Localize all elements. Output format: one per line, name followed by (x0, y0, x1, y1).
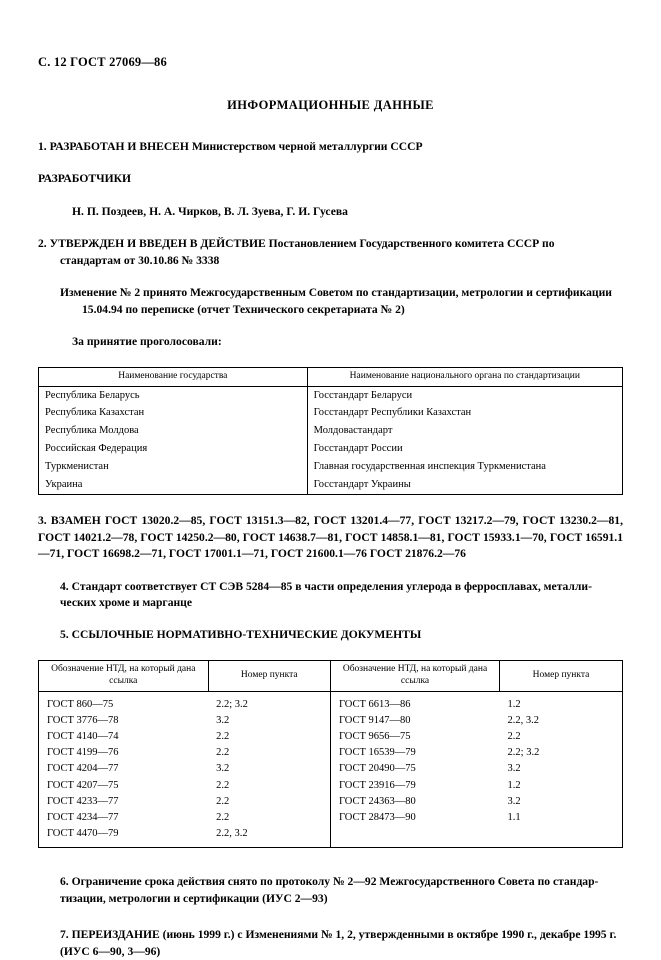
section-item-7: 7. ПЕРЕИЗДАНИЕ (июнь 1999 г.) с Изменениями № 1, 2, утвержденными в октябре 1990 г., декабре 1995 г. (ИУС 6—90, 3—96) (60, 928, 617, 958)
table-row (39, 476, 623, 494)
ref-cell-doc-2 (330, 826, 499, 847)
ref-cell-clause-1: 3.2 (208, 713, 330, 729)
ref-cell-doc-2: ГОСТ 9147—80 (338, 714, 411, 726)
votes-header-state: Наименование государства (39, 367, 308, 386)
votes-header-body: Наименование национального органа по стандартизации (307, 367, 622, 386)
ref-cell-clause-1: 2.2; 3.2 (208, 691, 330, 713)
table-row (39, 422, 623, 440)
votes-cell-body: Госстандарт России (307, 440, 622, 458)
votes-cell-state: Российская Федерация (39, 440, 308, 458)
ref-cell-doc-2: ГОСТ 20490—75 (338, 763, 416, 775)
ref-cell-doc-2: ГОСТ 28473—90 (338, 811, 416, 823)
table-row (39, 713, 622, 729)
ref-cell-clause-1: 2.2 (208, 810, 330, 826)
page-header: С. 12 ГОСТ 27069—86 (38, 55, 167, 69)
ref-cell-clause-2: 2.2, 3.2 (507, 714, 540, 726)
ref-cell-clause-1: 2.2 (208, 778, 330, 794)
votes-table (38, 367, 623, 496)
table-row (39, 810, 622, 826)
amendment-note-line-2: 15.04.94 по переписке (отчет Технического секретариата № 2) (82, 302, 405, 316)
votes-cell-state: Туркменистан (39, 458, 308, 476)
table-row (39, 440, 623, 458)
ref-cell-clause-1: 2.2, 3.2 (208, 826, 330, 847)
votes-cell-body: Молдовастандарт (307, 422, 622, 440)
votes-cell-state: Республика Беларусь (39, 386, 308, 404)
section-item-5: 5. ССЫЛОЧНЫЕ НОРМАТИВНО-ТЕХНИЧЕСКИЕ ДОКУМЕНТЫ (60, 628, 422, 642)
ref-cell-clause-2: 2.2 (507, 731, 521, 743)
ref-table-header-row (39, 661, 622, 691)
ref-header-clause-1: Номер пункта (208, 661, 330, 691)
ref-cell-doc-2: ГОСТ 24363—80 (338, 795, 416, 807)
ref-cell-clause-1: 2.2 (208, 729, 330, 745)
section-item-4: 4. Стандарт соответствует СТ СЭВ 5284—85 в части определения углерода в ферросплавах, металли- ческих хроме и марганце (60, 579, 592, 610)
votes-table-header-row (39, 367, 623, 386)
ref-cell-clause-2: 3.2 (507, 763, 521, 775)
ref-cell-doc-1: ГОСТ 4207—75 (47, 779, 119, 791)
ref-cell-clause-1: 3.2 (208, 761, 330, 777)
ref-header-clause-2: Номер пункта (500, 661, 622, 691)
section-item-6: 6. Ограничение срока действия снято по протоколу № 2—92 Межгосударственного Совета по стандар- тизации, метрологии и сертификации (ИУС 2—93) (60, 875, 599, 905)
reference-documents-table-wrapper (38, 660, 623, 848)
table-row (39, 761, 622, 777)
table-row (39, 386, 623, 404)
ref-cell-doc-2: ГОСТ 23916—79 (338, 779, 416, 791)
ref-cell-doc-1: ГОСТ 4234—77 (47, 811, 119, 823)
ref-cell-clause-1: 2.2 (208, 794, 330, 810)
ref-cell-clause-2: 1.1 (507, 811, 521, 823)
ref-cell-doc-1: ГОСТ 4199—76 (47, 747, 119, 759)
ref-cell-doc-1: ГОСТ 3776—78 (47, 714, 119, 726)
ref-cell-clause-2: 1.2 (507, 698, 521, 710)
table-row (39, 729, 622, 745)
votes-cell-state: Республика Молдова (39, 422, 308, 440)
ref-cell-clause-2 (500, 826, 622, 847)
developers-list: Н. П. Поздеев, Н. А. Чирков, В. Л. Зуева, Г. И. Гусева (72, 204, 348, 218)
ref-cell-doc-2: ГОСТ 9656—75 (338, 731, 411, 743)
ref-cell-clause-2: 3.2 (507, 795, 521, 807)
reference-documents-table (39, 661, 622, 847)
table-row (39, 778, 622, 794)
amendment-note (38, 285, 623, 318)
ref-cell-clause-2: 2.2; 3.2 (507, 747, 540, 759)
ref-cell-doc-1: ГОСТ 4204—77 (47, 763, 119, 775)
ref-cell-doc-1: ГОСТ 4470—79 (47, 828, 119, 840)
table-row (39, 404, 623, 422)
votes-cell-body: Главная государственная инспекция Туркменистана (307, 458, 622, 476)
votes-cell-body: Госстандарт Республики Казахстан (307, 404, 622, 422)
votes-cell-body: Госстандарт Беларуси (307, 386, 622, 404)
table-row (39, 458, 623, 476)
section-item-3: 3. ВЗАМЕН ГОСТ 13020.2—85, ГОСТ 13151.3—82, ГОСТ 13201.4—77, ГОСТ 13217.2—79, ГОСТ 13230.2—81, ГОСТ 14021.2—78, ГОСТ 14250.2—80, ГОСТ 14638.7—81, ГОСТ 14858.1—81, ГОСТ 15933.1—70, ГОСТ 16591.1—71, ГОСТ 16698.2—71, ГОСТ 17001.1—71, ГОСТ 21600.1—76 ГОСТ 21876.2—76 (38, 514, 623, 561)
section-item-1: 1. РАЗРАБОТАН И ВНЕСЕН Министерством черной металлургии СССР (38, 140, 423, 153)
ref-cell-doc-2: ГОСТ 16539—79 (338, 747, 416, 759)
votes-cell-state: Республика Казахстан (39, 404, 308, 422)
ref-cell-doc-1: ГОСТ 860—75 (47, 698, 114, 710)
ref-cell-doc-2: ГОСТ 6613—86 (338, 698, 411, 710)
ref-cell-doc-1: ГОСТ 4140—74 (47, 731, 119, 743)
developers-label: РАЗРАБОТЧИКИ (38, 172, 132, 186)
ref-cell-clause-2: 1.2 (507, 779, 521, 791)
ref-cell-doc-1: ГОСТ 4233—77 (47, 795, 119, 807)
section-item-2 (38, 236, 623, 269)
votes-cell-state: Украина (39, 476, 308, 494)
amendment-note-line-1: Изменение № 2 принято Межгосударственным Советом по стандартизации, метрологии и сертификации (60, 286, 612, 300)
ref-header-doc-2: Обозначение НТД, на который дана ссылка (330, 661, 499, 691)
section-item-2-line-2: стандартам от 30.10.86 № 3338 (60, 253, 220, 267)
page-title: ИНФОРМАЦИОННЫЕ ДАННЫЕ (227, 98, 434, 112)
table-row (39, 691, 622, 713)
votes-cell-body: Госстандарт Украины (307, 476, 622, 494)
vote-label: За принятие проголосовали: (72, 335, 222, 349)
table-row (39, 794, 622, 810)
section-item-2-line-1: 2. УТВЕРЖДЕН И ВВЕДЕН В ДЕЙСТВИЕ Постановлением Государственного комитета СССР по (38, 237, 555, 251)
table-row (39, 826, 622, 847)
ref-header-doc-1: Обозначение НТД, на который дана ссылка (39, 661, 208, 691)
ref-cell-clause-1: 2.2 (208, 745, 330, 761)
table-row (39, 745, 622, 761)
